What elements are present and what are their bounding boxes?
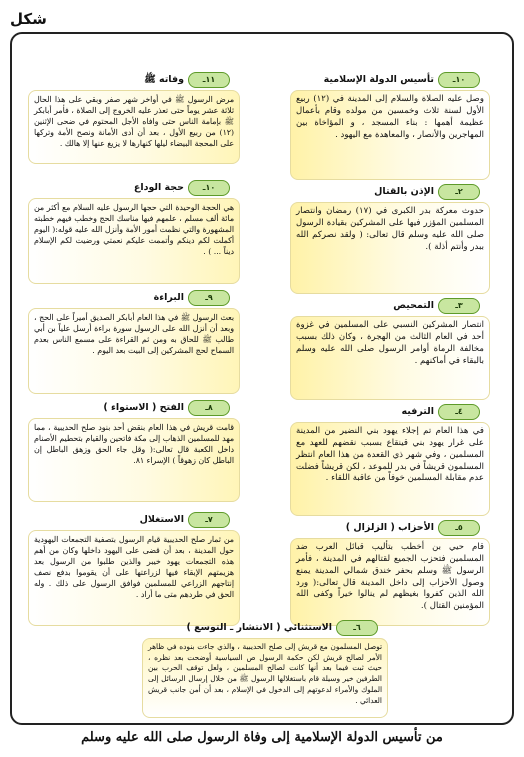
- figure-caption: من تأسيس الدولة الإسلامية إلى وفاة الرسول صلى الله عليه وسلم: [81, 730, 443, 745]
- card-number-badge: ٤ـ: [438, 404, 480, 420]
- card-text: قام حيي بن أخطب بتأليب قبائل العرب ضد المسلمين فتحزب الجميع لقتالهم في المدينة ، فأمر الرسول ﷺ وسلم بحفر خندق شمالي المدينة يمنع وصول الأحزاب إلى داخل المدينة قال تعالى:( ورد الله الذين كفروا بغيظهم لم ينالوا خيراً وكفى الله المؤمنين القتال ).: [290, 538, 490, 626]
- card-founding: [290, 72, 490, 180]
- card-confederates: [290, 520, 490, 626]
- card-number-badge: ٧ـ: [188, 512, 230, 528]
- card-number-badge: ١٠ـ: [438, 72, 480, 88]
- card-number-badge: ٢ـ: [438, 184, 480, 200]
- card-text: وصل عليه الصلاة والسلام إلى المدينة في (١٢) ربيع الأول لسنة ثلاث وخمسين من مولده وقام بأعمال عظيمة أهمها : بناء المسجد ، و المؤاخاة بين المهاجرين والأنصار ، والمعاهدة مع اليهود .: [290, 90, 490, 180]
- card-text: من ثمار صلح الحديبية قيام الرسول بتصفية التجمعات اليهودية حول المدينة ، بعد أن قضى على اليهود داخلها وكان من أهم هذه التجمعات يهود خيبر والذين طلبوا من الرسول بعد هزيمتهم الإبقاء فيها لزراعتها على أن يقوموا بدفع نصف إنتاجهم الزراعي للمسلمين فوافق الرسول على ذلك . وله الحق في طردهم متى ما أراد .: [28, 530, 240, 626]
- card-conquest: [28, 400, 240, 502]
- card-death: [28, 72, 240, 164]
- card-text: قامت قريش في هذا العام بنقض أحد بنود صلح الحديبية ، مما مهد للمسلمين الذهاب إلى مكة فاتحين والقيام بتحطيم الأصنام داخل الكعبة قال تعالى:( وقل جاء الحق وزهق الباطل إن الباطل كان زهوقاً ) الإسراء ٨١.: [28, 418, 240, 502]
- card-number-badge: ٦ـ: [336, 620, 378, 636]
- card-expansion: [142, 620, 388, 718]
- card-number-badge: ٨ـ: [188, 400, 230, 416]
- card-title: الأحزاب ( الزلزال ): [345, 522, 434, 533]
- card-farewell: [28, 180, 240, 284]
- card-number-badge: ٥ـ: [438, 520, 480, 536]
- page-heading: شكل: [10, 10, 47, 28]
- card-exploitation: [28, 512, 240, 626]
- card-title: الاستغلال: [139, 514, 184, 525]
- card-text: في هذا العام تم إجلاء يهود بني النضير من المدينة على غرار يهود بني قينقاع بسبب نقضهم للعهد مع المسلمين ، وفي شهر ذي القعدة من هذا العام انتظر المسلمون قريشاً في بدر للموعد ، لكن قريشاً فضلت عدم مقابلة المسلمين خوفاً من عاقبة اللقاء .: [290, 422, 490, 516]
- card-text: انتصار المشركين النسبي على المسلمين في غزوة أحد في العام الثالث من الهجرة ، وكان ذلك بسبب مخالفة الرماة أوامر الرسول صلى الله عليه وسلم بالبقاء في أماكنهم .: [290, 316, 490, 400]
- card-text: مرض الرسول ﷺ في أواخر شهر صفر وبقي على هذا الحال ثلاثة عشر يوماً حتى تعذر عليه الخروج إلى الصلاة ، فأمر أبابكر ﷺ بإمامة الناس حتى وافاه الأجل المحتوم في ضحى الإثنين (١٢) من ربيع الأول ، بعد أن أدى الأمانة ونصح الأمة وتركها على المحجة البيضاء ليلها كنهارها لا يزيغ عنها إلا هالك .: [28, 90, 240, 164]
- card-title: الفتح ( الاستواء ): [103, 402, 184, 413]
- card-text: حدوث معركة بدر الكبرى في (١٧) رمضان وانتصار المسلمين المؤزر فيها على المشركين بقيادة الرسول صلى الله عليه وسلم قال تعالى: ( ولقد نصركم الله ببدر وأنتم أذلة ).: [290, 202, 490, 294]
- card-title: التمحيص: [393, 300, 434, 311]
- card-number-badge: ١٠ـ: [188, 180, 230, 196]
- card-text: توصل المسلمون مع قريش إلى صلح الحديبية ، والذي جاءت بنوده في ظاهر الأمر لصالح قريش لكن حكمة الرسول ص السياسية أوضحت بعد نظره ، حيث ثبت فيما بعد أنها كانت لصالح المسلمين ، ولعل توقف الحرب بين الطرفين خير وسيلة قام باستغلالها الرسول ﷺ من خلال إرسال الرسائل إلى الملوك والأمراء لدعوتهم إلى الدخول في الإسلام ، بعد أن أمن جانب قريش العدائي .: [142, 638, 388, 718]
- card-permission: [290, 184, 490, 294]
- card-title: وفاته ﷺ: [144, 74, 184, 85]
- card-title: الترفيه: [401, 406, 434, 417]
- card-number-badge: ٣ـ: [438, 298, 480, 314]
- card-title: البراءة: [153, 292, 184, 303]
- card-number-badge: ١١ـ: [188, 72, 230, 88]
- card-title: حجة الوداع: [133, 182, 184, 193]
- card-title: الإذن بالقتال: [374, 186, 434, 197]
- card-purification: [290, 298, 490, 400]
- card-title: الاستثنائي ( الانتشار ـ التوسع ): [186, 622, 332, 633]
- card-text: هي الحجة الوحيدة التي حجها الرسول عليه السلام مع أكثر من مائة ألف مسلم ، علمهم فيها مناسك الحج وخطب فيهم خطبته المشهورة والتي نظمت أمور الأمة وأنزل الله عليه قوله:( اليوم أكملت لكم دينكم وأتممت عليكم نعمتي ورضيت لكم الإسلام ديناً ... ) .: [28, 198, 240, 284]
- card-text: بعث الرسول ﷺ في هذا العام أبابكر الصديق أميراً على الحج ، وبعد أن أنزل الله على الرسول سورة براءة أرسل علياً بن أبي طالب ﷺ للحاق به ومن ثم القراءة على مسمع الناس بعدم السماح لحج المشركين إلى البيت بعد اليوم .: [28, 308, 240, 394]
- card-number-badge: ٩ـ: [188, 290, 230, 306]
- card-disavowal: [28, 290, 240, 394]
- card-relief: [290, 404, 490, 516]
- timeline-frame: [10, 32, 514, 725]
- card-title: تأسيس الدولة الإسلامية: [323, 74, 434, 85]
